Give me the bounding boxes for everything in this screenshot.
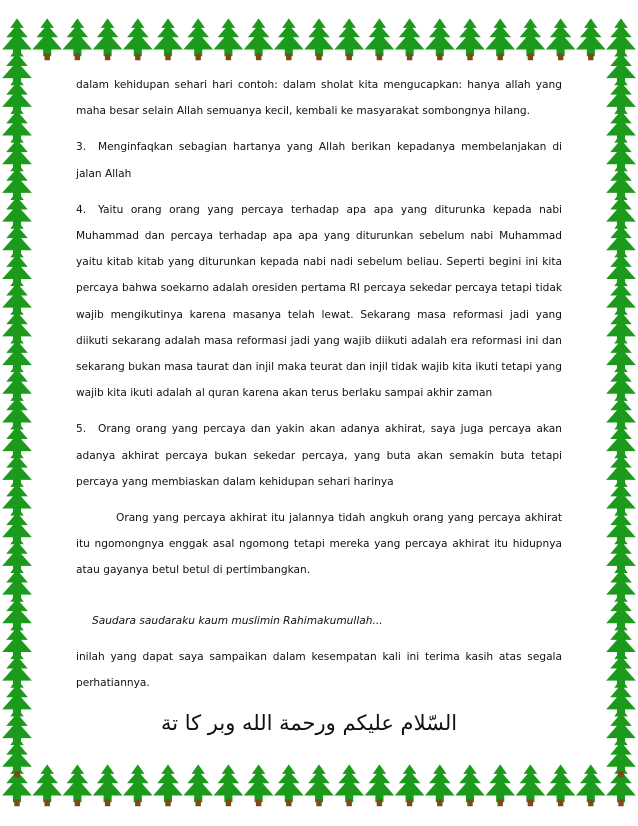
christmas-tree-icon (455, 18, 485, 60)
christmas-tree-icon (546, 18, 576, 60)
christmas-tree-icon (365, 18, 395, 60)
christmas-tree-icon (214, 764, 244, 806)
christmas-tree-icon (425, 764, 455, 806)
christmas-tree-icon (183, 764, 213, 806)
paragraph-akhirat: Orang yang percaya akhirat itu jalannya tidah angkuh orang yang percaya akhirat itu ngomongnya enggak asal ngomong tetapi mereka yang percaya akhirat itu hidupnya atau gayanya betul betul di pertimbangkan. (76, 512, 562, 577)
christmas-tree-icon (516, 18, 546, 60)
christmas-tree-icon (153, 764, 183, 806)
christmas-tree-icon (2, 736, 32, 778)
christmas-tree-icon (304, 764, 334, 806)
christmas-tree-icon (32, 18, 62, 60)
christmas-tree-icon (304, 18, 334, 60)
list-item-text: Yaitu orang orang yang percaya terhadap apa apa yang diturunka kepada nabi Muhammad dan percaya terhadap apa apa yang diturunkan sebelum nabi Muhammad yaitu kitab kitab yang diturunkan kepada nabi nadi sebelum beliau. Seperti begini ini kita percaya bahwa soekarno adalah oresiden pertama RI percaya sekedar percaya tetapi tidak wajib mengikutinya karena masanya telah lewat. Sekarang masa reformasi jadi yang diikuti sekarang adalah masa reformasi jadi yang wajib diikuti adalah era reformasi ini dan sekarang bukan masa taurat dan injil maka teurat dan injil tidak wajib kita ikuti tetapi yang wajib kita ikuti adalah al quran karena akan terus berlaku sampai akhir zaman (76, 203, 562, 400)
christmas-tree-icon (63, 18, 93, 60)
christmas-tree-icon (214, 18, 244, 60)
christmas-tree-icon (576, 764, 606, 806)
christmas-tree-icon (606, 736, 636, 778)
list-number: 4. (76, 203, 87, 216)
arabic-salutation: السّلام عليكم ورحمة الله وبر كا تة (160, 711, 458, 736)
greeting-line: Saudara saudaraku kaum muslimin Rahimakumullah... (92, 614, 383, 627)
list-item-text: Menginfaqkan sebagian hartanya yang Allah berikan kepadanya membelanjakan di jalan Allah (76, 141, 562, 180)
christmas-tree-icon (274, 764, 304, 806)
christmas-tree-icon (123, 18, 153, 60)
christmas-tree-icon (123, 764, 153, 806)
christmas-tree-icon (485, 18, 515, 60)
christmas-tree-icon (546, 764, 576, 806)
closing-paragraph: inilah yang dapat saya sampaikan dalam kesempatan kali ini terima kasih atas segala perhatiannya. (76, 650, 562, 690)
christmas-tree-icon (153, 18, 183, 60)
christmas-tree-icon (93, 764, 123, 806)
list-item-3 (76, 134, 562, 186)
christmas-tree-icon (274, 18, 304, 60)
christmas-tree-icon (395, 764, 425, 806)
christmas-tree-icon (334, 764, 364, 806)
christmas-tree-icon (395, 18, 425, 60)
christmas-tree-icon (244, 764, 274, 806)
list-item-5 (76, 416, 562, 495)
christmas-tree-icon (244, 18, 274, 60)
christmas-tree-icon (32, 764, 62, 806)
paragraph-intro: dalam kehidupan sehari hari contoh: dalam sholat kita mengucapkan: hanya allah yang maha besar selain Allah semuanya kecil, kembali ke masyarakat sombongnya hilang. (76, 79, 562, 118)
list-number: 5. (76, 423, 87, 436)
list-item-text: Orang orang yang percaya dan yakin akan adanya akhirat, saya juga percaya akan adanya akhirat percaya bukan sekedar percaya, yang buta akan semakin buta tetapi percaya yang membiaskan dalam kehidupan sehari harinya (76, 423, 562, 488)
list-number: 3. (76, 141, 87, 154)
christmas-tree-icon (63, 764, 93, 806)
christmas-tree-icon (425, 18, 455, 60)
christmas-tree-icon (334, 18, 364, 60)
document-body (76, 72, 562, 736)
list-item-4 (76, 197, 562, 407)
christmas-tree-icon (183, 18, 213, 60)
christmas-tree-icon (516, 764, 546, 806)
christmas-tree-icon (93, 18, 123, 60)
christmas-tree-icon (455, 764, 485, 806)
christmas-tree-icon (485, 764, 515, 806)
christmas-tree-icon (365, 764, 395, 806)
christmas-tree-icon (576, 18, 606, 60)
